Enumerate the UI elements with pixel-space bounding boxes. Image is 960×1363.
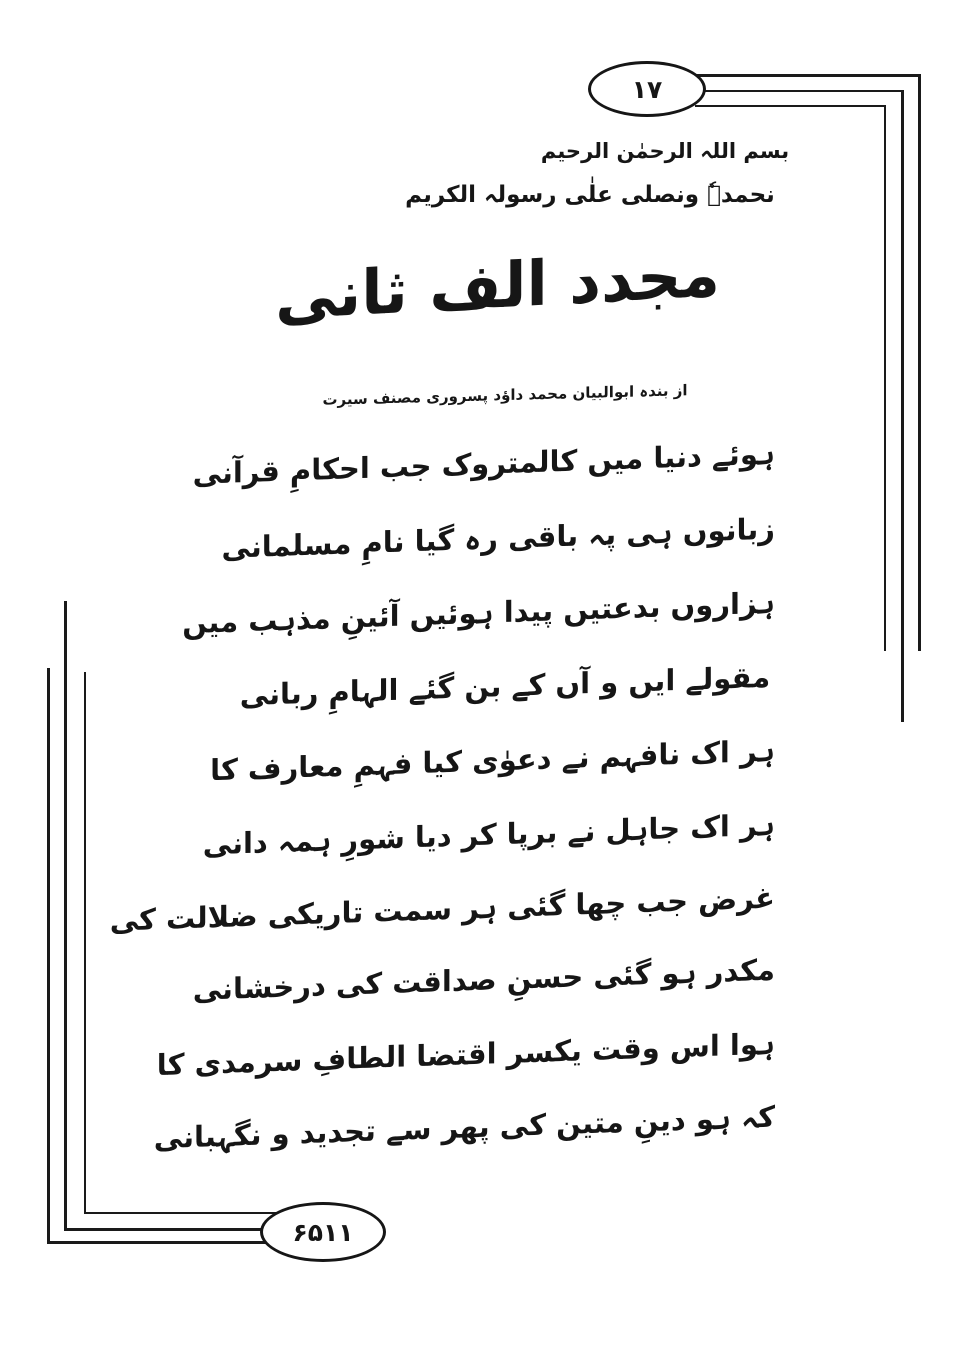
- page-number-bottom: ۶۵۱۱: [292, 1217, 354, 1247]
- border-left-vline-outer: [47, 668, 50, 1244]
- bismillah-line: بسم اللہ الرحمٰن الرحیم: [540, 139, 790, 163]
- poem-verse: ہوئے دنیا میں کالمتروک جب احکامِ قرآنی: [192, 436, 775, 491]
- page-number-top: ۱۷: [631, 74, 663, 104]
- poem-verse: ہزاروں بدعتیں پیدا ہوئیں آئینِ مذہب میں: [182, 585, 775, 641]
- page-title: مجدد الف ثانی: [275, 237, 720, 334]
- poem-verse: غرض جب چھا گئی ہر سمت تاریکی ضلالت کی: [109, 880, 775, 938]
- border-top-right-hline-outer: [695, 74, 921, 77]
- poem-verse: مقولے ایں و آں کے بن گئے الہامِ ربانی: [239, 659, 771, 713]
- tahmid-line: نحمدہٗ ونصلی علٰی رسولہ الکریم: [405, 182, 775, 208]
- border-right-vline-inner: [884, 105, 886, 651]
- author-byline: از بندہ ابوالبیان محمد داؤد پسروری مصنف سیرت: [322, 381, 688, 409]
- poem-verse: ہر اک جاہل نے برپا کر دیا شورِ ہمہ دانی: [202, 807, 775, 862]
- border-left-vline-middle: [64, 601, 67, 1231]
- page-number-oval-bottom: [260, 1202, 386, 1262]
- border-right-vline-outer: [918, 74, 921, 651]
- poem-verse: زبانوں ہی پہ باقی رہ گیا نامِ مسلمانی: [221, 511, 775, 565]
- poem-verse: ہوا اس وقت یکسر اقتضا الطافِ سرمدی کا: [156, 1026, 775, 1083]
- border-top-right-hline-inner: [695, 105, 886, 107]
- border-left-vline-inner: [84, 672, 86, 1214]
- border-top-right-hline-middle: [695, 90, 904, 92]
- poem-verse: کہ ہو دینِ متین کی پھر سے تجدید و نگہبانی: [153, 1099, 775, 1156]
- page-number-oval-top: [588, 61, 706, 117]
- poem-verse: ہر اک نافہم نے دعوٰی کیا فہمِ معارف کا: [210, 733, 775, 788]
- poem-verse: مکدر ہو گئی حسنِ صداقت کی درخشانی: [192, 952, 775, 1007]
- border-right-vline-middle: [901, 90, 904, 722]
